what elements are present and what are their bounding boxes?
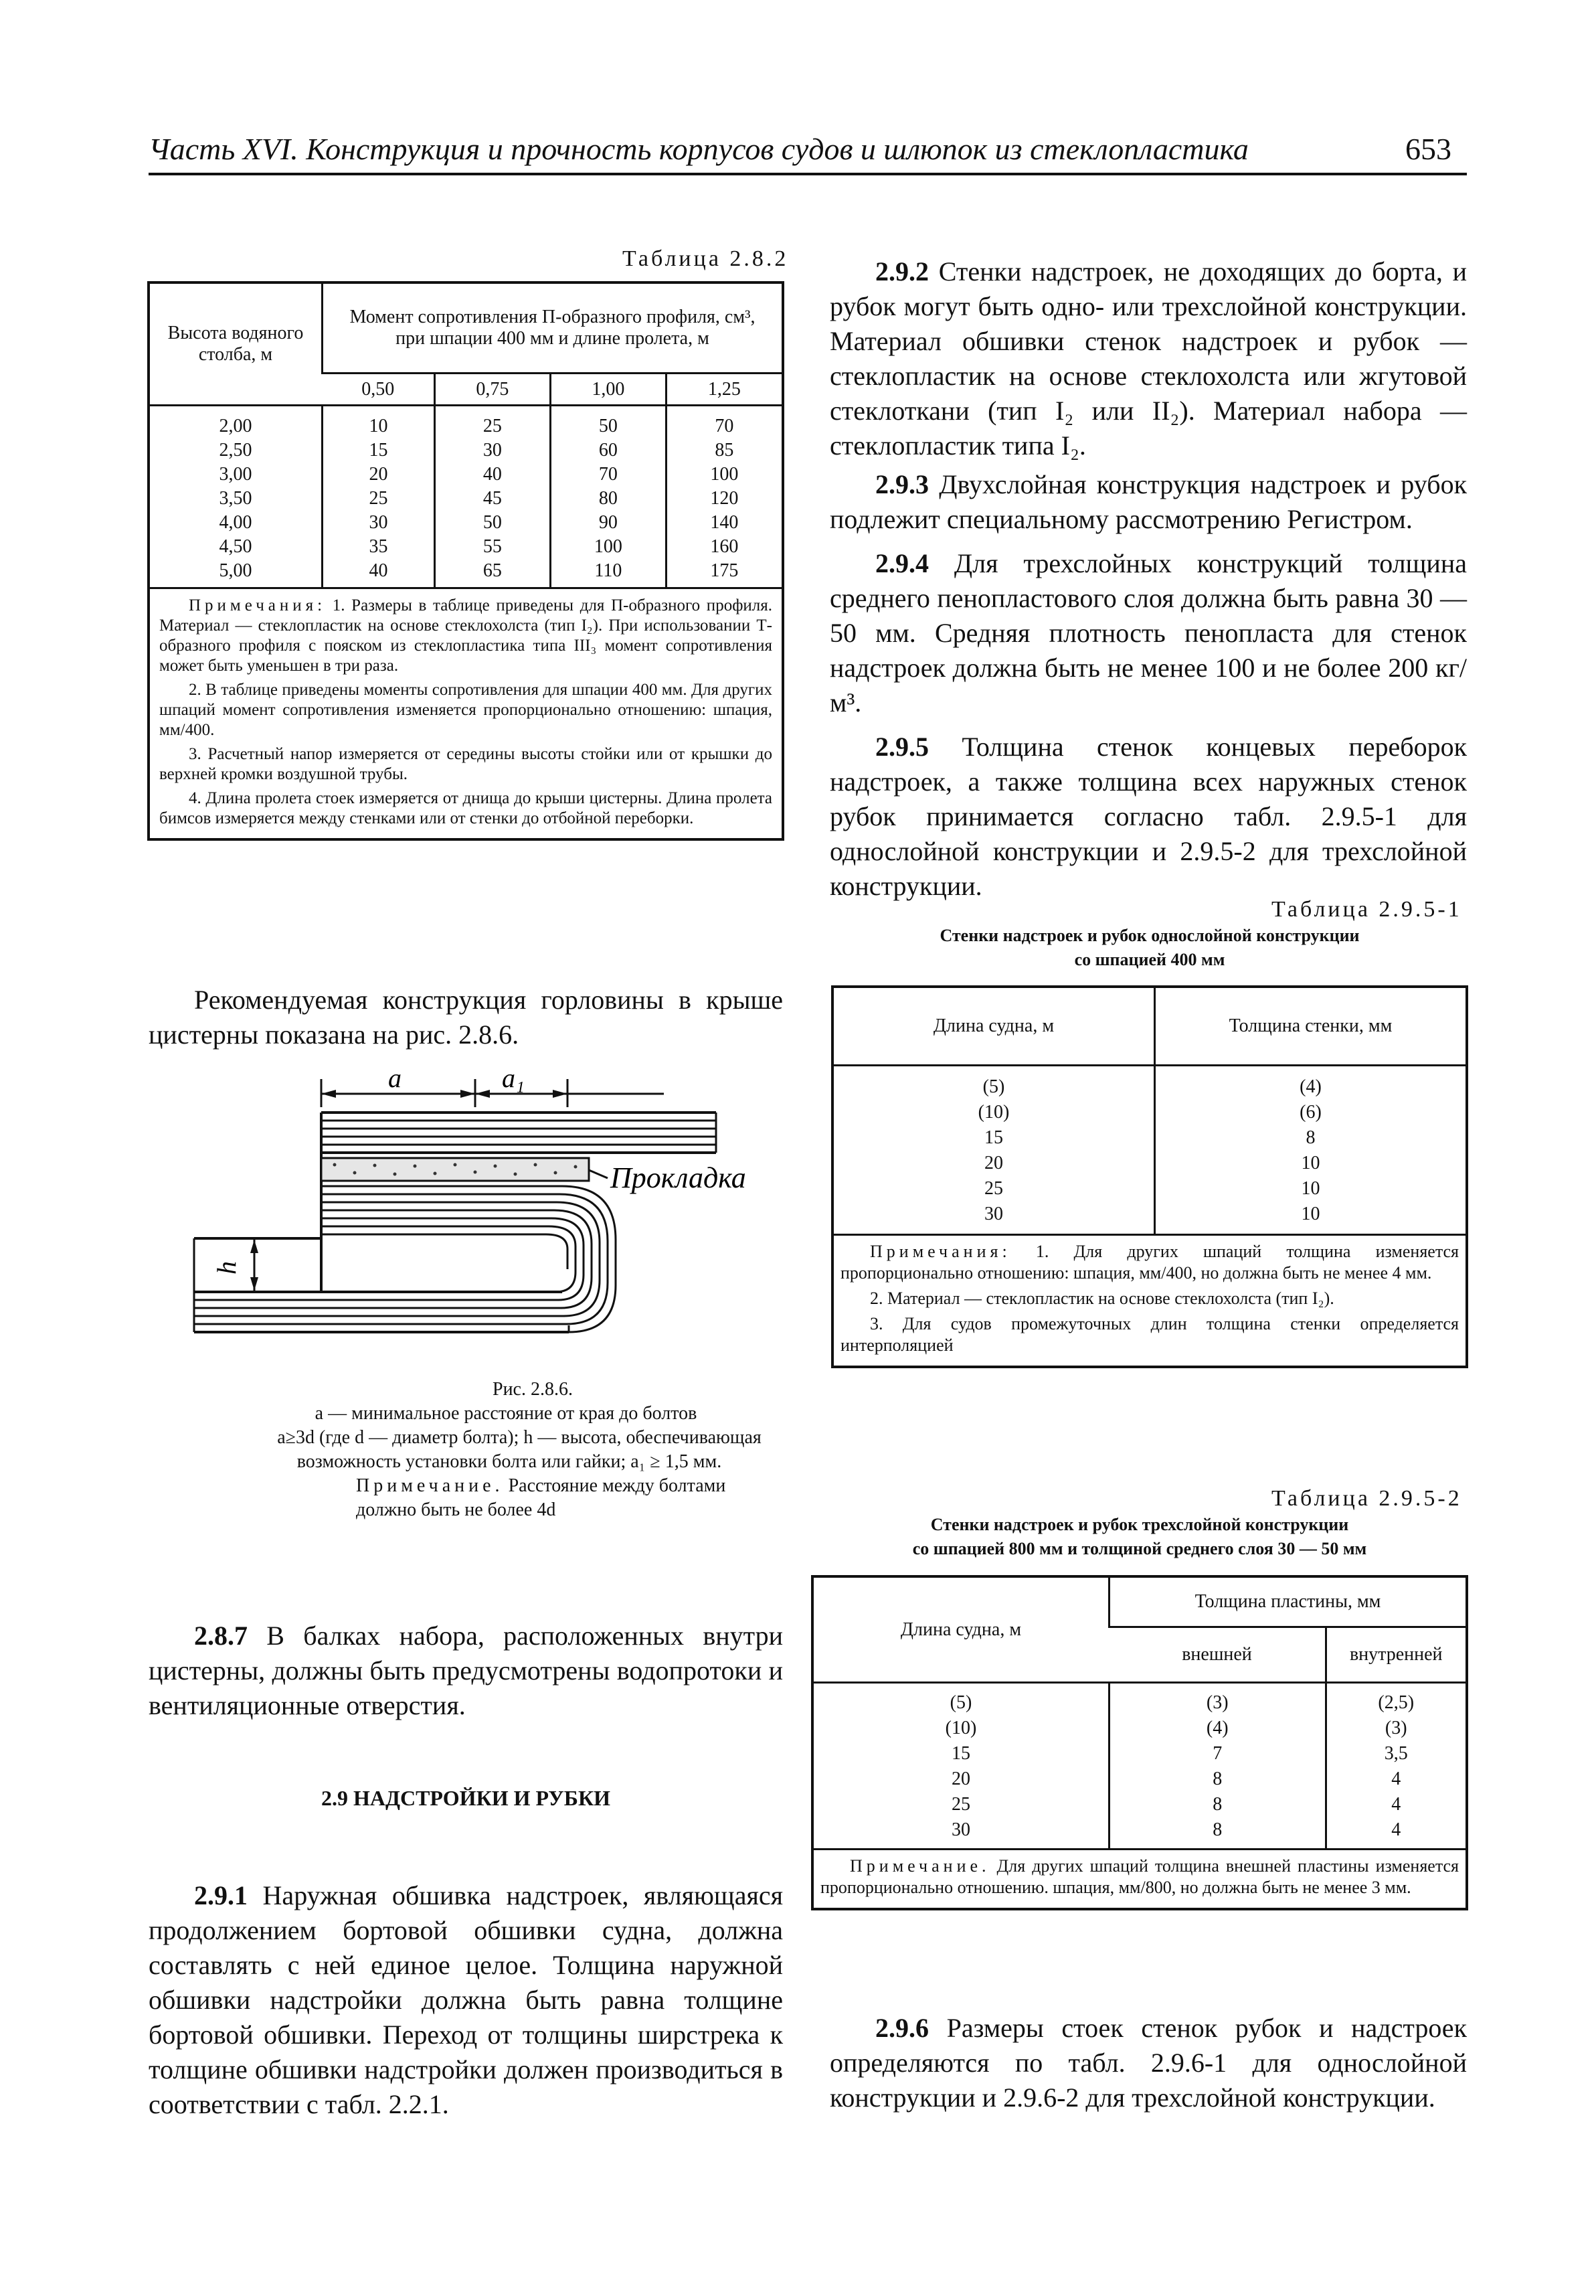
caption-line-2: a≥3d (где d — диаметр болта); h — высота, обеспечивающая	[277, 1427, 762, 1448]
recommend-paragraph: Рекомендуемая конструкция горловины в крыше цистерны показана на рис. 2.8.6.	[149, 985, 783, 1050]
table-952-note: Примечание. Для других шпаций толщина внешней пластины изменяется пропорционально отношению. шпация, мм/800, но должна быть не менее 3 мм.	[820, 1856, 1459, 1897]
p287-number: 2.8.7	[194, 1621, 248, 1651]
paragraph-2-9-6: 2.9.6 Размеры стоек стенок рубок и надстроек определяются по табл. 2.9.6-1 для однослойной конструкции и 2.9.6-2 для трехслойной конструкции.	[830, 2013, 1467, 2113]
bent-flange	[321, 1186, 616, 1332]
note-3: 3. Расчетный напор измеряется от середины высоты стойки или от крышки до верхней кромки воздушной трубы.	[159, 745, 772, 783]
label-h: h	[211, 1261, 242, 1275]
p295-number: 2.9.5	[875, 732, 929, 762]
p293-number: 2.9.3	[875, 469, 929, 499]
running-header: Часть XVI. Конструкция и прочность корпусов судов и шлюпок из стеклопластика	[149, 132, 1249, 166]
figure-caption	[149, 1378, 783, 1522]
right-paragraphs-top: 2.9.2 Стенки надстроек, не доходящих до борта, и рубок могут быть одно- или трехслойной конструкции. Материал обшивки стенок надстроек и рубок — стеклопластик на основе стеклохолста или жгутовой стеклоткани (тип I₂ или II₂). Материал набора — стеклопластик типа I₂. 2.9.3 Двухслойная конструкция надстроек и рубок подлежит специальному рассмотрению Регистром. 2.9.4 Для трехслойных конструкций толщина среднего пенопластового слоя должна быть равна 30 — 50 мм. Средняя плотность пенопласта для стенок надстроек должна быть не менее 100 и не более 200 кг/м³. 2.9.5 Толщина стенок концевых переборок надстроек, а также толщина всех наружных стенок рубок принимается согласно табл. 2.9.5-1 для однослойной конструкции и 2.9.5-2 для трехслойной конструкции.	[830, 256, 1468, 901]
caption-line-1: a — минимальное расстояние от края до болтов	[315, 1403, 697, 1424]
inner-column: (2,5) (3) 3,5 4 4 4	[1326, 1683, 1467, 1850]
group-header: Толщина пластины, мм	[1110, 1576, 1468, 1627]
caption-note-label: Примечание.	[356, 1475, 504, 1496]
table-282-notes	[149, 588, 783, 840]
table-951-caption: Таблица 2.9.5-1	[1271, 897, 1462, 922]
lengths-column: (5) (10) 15 20 25 30	[832, 1066, 1155, 1235]
col-thickness-header: Толщина стенки, мм	[1155, 987, 1468, 1066]
span-header: 1,00	[550, 374, 666, 406]
table-282	[147, 281, 784, 841]
col-length-header: Длина судна, м	[832, 987, 1155, 1066]
caption-title: Рис. 2.8.6.	[493, 1379, 573, 1400]
paragraph-2-9-1: 2.9.1 Наружная обшивка надстроек, являющаяся продолжением бортовой обшивки судна, должна составлять с ней единое целое. Толщина наружной обшивки надстройки должна быть равна толщине бортовой обшивки. Переход от толщины ширстрека к толщине обшивки надстройки должен производиться в соответствии с табл. 2.2.1.	[149, 1880, 783, 2119]
span-header: 0,50	[323, 374, 435, 406]
table-951-title: Стенки надстроек и рубок однослойной конструкции со шпацией 400 мм	[940, 926, 1360, 969]
section-heading: 2.9 НАДСТРОЙКИ И РУБКИ	[321, 1786, 611, 1810]
group-header: Момент сопротивления П-образного профиля, см³, при шпации 400 мм и длине пролета, м	[323, 282, 784, 374]
p291-number: 2.9.1	[194, 1880, 248, 1910]
page-number: 653	[1405, 132, 1451, 166]
paragraph-2-8-7: 2.8.7 В балках набора, расположенных внутри цистерны, должны быть предусмотрены водопротоки и вентиляционные отверстия.	[149, 1621, 783, 1720]
values-column: 10 15 20 25 30 35 40	[323, 406, 435, 588]
caption-note-text: Расстояние между болтами должно быть не более 4d	[356, 1475, 726, 1520]
table-952	[811, 1575, 1468, 1910]
notes-label: Примечания:	[189, 596, 327, 614]
table-952-caption: Таблица 2.9.5-2	[1271, 1486, 1462, 1511]
span-header: 0,75	[434, 374, 550, 406]
span-header: 1,25	[666, 374, 783, 406]
note-1: 1. Размеры в таблице приведены для П-образного профиля. Материал — стеклопластик на основе стеклохолста (тип I₂). При использовании Т-образного профиля с пояском из стеклопластика типа III₃ момент сопротивления может быть уменьшен в три раза.	[159, 596, 772, 675]
label-a: a	[388, 1064, 402, 1093]
p296-number: 2.9.6	[875, 2013, 929, 2043]
table-951-notes: Примечания: 1. Для других шпаций толщина изменяется пропорционально отношению: шпация, мм/400, но должна быть не менее 4 мм. 2. Материал — стеклопластик на основе стеклохолста (тип I₂). 3. Для судов промежуточных длин толщина стенки определяется интерполяцией	[840, 1242, 1459, 1355]
table-952-title: Стенки надстроек и рубок трехслойной конструкции со шпацией 800 мм и толщиной среднего слоя 30 — 50 мм	[912, 1515, 1367, 1558]
caption-line-3: возможность установки болта или гайки; a₁ ≥ 1,5 мм.	[296, 1451, 722, 1472]
p294-number: 2.9.4	[875, 548, 929, 578]
label-gasket: Прокладка	[610, 1161, 746, 1194]
header-rule	[149, 173, 1467, 175]
table-951	[831, 985, 1468, 1368]
thickness-column: (4) (6) 8 10 10 10	[1155, 1066, 1468, 1235]
note-4: 4. Длина пролета стоек измеряется от днища до крыши цистерны. Длина пролета бимсов измеряется между стенками или от стенки до отбойной переборки.	[159, 789, 772, 827]
figure-286	[187, 1064, 763, 1386]
label-a1: a₁	[502, 1064, 525, 1093]
heights-column: 2,00 2,50 3,00 3,50 4,00 4,50 5,00	[149, 406, 323, 588]
col-height-header: Высота водяного столба, м	[149, 282, 323, 406]
note-2: 2. В таблице приведены моменты сопротивления для шпации 400 мм. Для других шпаций момент сопротивления изменяется пропорционально отношению: шпация, мм/400.	[159, 681, 772, 739]
lengths-column: (5) (10) 15 20 25 30	[812, 1683, 1110, 1850]
col-outer-header: внешней	[1110, 1627, 1326, 1683]
values-column: 50 60 70 80 90 100 110	[550, 406, 666, 588]
outer-column: (3) (4) 7 8 8 8	[1110, 1683, 1326, 1850]
p292-number: 2.9.2	[875, 256, 929, 286]
values-column: 25 30 40 45 50 55 65	[434, 406, 550, 588]
values-column: 70 85 100 120 140 160 175	[666, 406, 783, 588]
gasket	[321, 1158, 589, 1181]
lower-plates	[194, 1238, 569, 1332]
table-282-caption: Таблица 2.8.2	[622, 246, 789, 271]
col-inner-header: внутренней	[1326, 1627, 1467, 1683]
col-length-header: Длина судна, м	[812, 1576, 1110, 1683]
